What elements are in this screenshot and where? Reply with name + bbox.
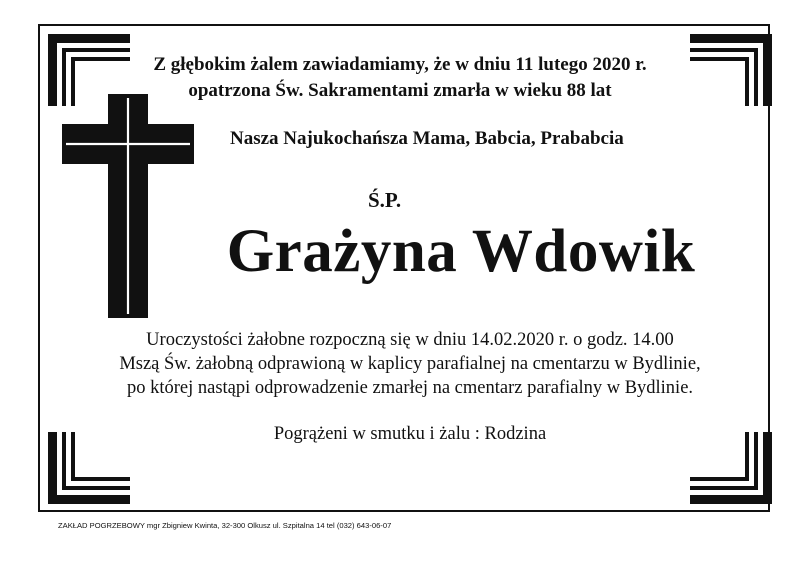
corner-ornament-bottom-left-icon	[48, 432, 130, 504]
corner-ornament-top-right-icon	[690, 34, 772, 106]
ceremony-line-1: Uroczystości żałobne rozpoczną się w dniu 14.02.2020 r. o godz. 14.00	[146, 330, 674, 350]
intro-line-1: Z głębokim żalem zawiadamiamy, że w dniu 11 lutego 2020 r.	[153, 54, 647, 75]
ceremony-details	[90, 328, 730, 400]
ceremony-line-2: Mszą Św. żałobną odprawioną w kaplicy parafialnej na cmentarzu w Bydlinie,	[119, 354, 701, 374]
deceased-name: Grażyna Wdowik	[226, 218, 696, 285]
ceremony-line-3: po której nastąpi odprowadzenie zmarłej na cmentarz parafialny w Bydlinie.	[126, 378, 694, 398]
intro-line-2: opatrzona Św. Sakramentami zmarła w wieku 88 lat	[188, 80, 612, 101]
sp-prefix: Ś.P.	[368, 188, 402, 212]
family-epithet: Nasza Najukochańsza Mama, Babcia, Prababcia	[230, 128, 624, 149]
cross-icon	[62, 94, 194, 318]
mourners-line: Pogrążeni w smutku i żalu : Rodzina	[273, 424, 547, 444]
announcement-intro	[140, 52, 660, 104]
corner-ornament-bottom-right-icon	[690, 432, 772, 504]
funeral-home-footer: ZAKŁAD POGRZEBOWY mgr Zbigniew Kwinta, 32-300 Olkusz ul. Szpitalna 14 tel (032) 643-06-07	[58, 521, 392, 530]
